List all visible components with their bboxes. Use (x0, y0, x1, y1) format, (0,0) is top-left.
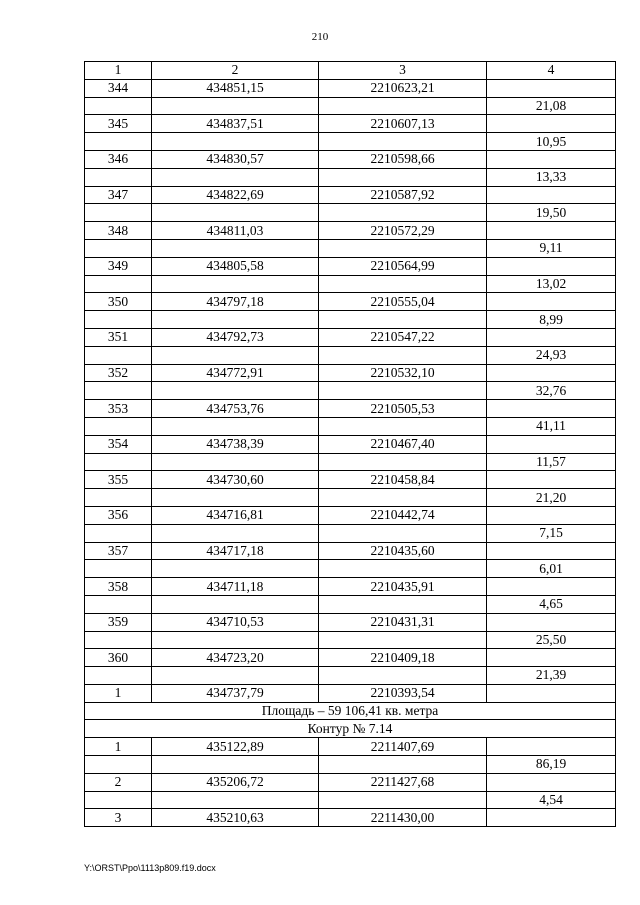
x-coordinate: 434717,18 (152, 542, 319, 560)
distance-row (85, 133, 616, 151)
table-header (85, 62, 616, 80)
y-coordinate-empty (319, 791, 487, 809)
page-number: 210 (311, 31, 329, 43)
y-coordinate-empty (319, 311, 487, 329)
distance-row (85, 631, 616, 649)
x-coordinate: 435206,72 (152, 773, 319, 791)
y-coordinate: 2210435,91 (319, 578, 487, 596)
segment-distance: 8,99 (487, 311, 616, 329)
segment-distance: 21,20 (487, 489, 616, 507)
segment-distance: 7,15 (487, 524, 616, 542)
point-number: 353 (85, 400, 152, 418)
x-coordinate-empty (152, 382, 319, 400)
point-row (85, 364, 616, 382)
point-row (85, 400, 616, 418)
y-coordinate: 2211407,69 (319, 738, 487, 756)
y-coordinate: 2210442,74 (319, 506, 487, 524)
point-number: 360 (85, 649, 152, 667)
point-row (85, 738, 616, 756)
segment-distance: 25,50 (487, 631, 616, 649)
header-col-1: 1 (85, 62, 152, 80)
segment-distance: 4,65 (487, 595, 616, 613)
y-coordinate: 2210607,13 (319, 115, 487, 133)
distance-row (85, 168, 616, 186)
y-coordinate-empty (319, 631, 487, 649)
point-row (85, 684, 616, 702)
point-row (85, 613, 616, 631)
point-number-empty (85, 524, 152, 542)
distance-row (85, 756, 616, 774)
distance-row (85, 97, 616, 115)
x-coordinate: 434730,60 (152, 471, 319, 489)
x-coordinate-empty (152, 756, 319, 774)
point-number-empty (85, 417, 152, 435)
y-coordinate-empty (319, 382, 487, 400)
point-row (85, 435, 616, 453)
distance-cell-empty (487, 613, 616, 631)
x-coordinate-empty (152, 346, 319, 364)
x-coordinate-empty (152, 489, 319, 507)
distance-cell-empty (487, 684, 616, 702)
x-coordinate-empty (152, 311, 319, 329)
point-number: 1 (85, 684, 152, 702)
x-coordinate-empty (152, 417, 319, 435)
point-number-empty (85, 382, 152, 400)
y-coordinate-empty (319, 489, 487, 507)
distance-cell-empty (487, 79, 616, 97)
distance-row (85, 311, 616, 329)
point-number-empty (85, 275, 152, 293)
y-coordinate: 2210555,04 (319, 293, 487, 311)
point-row (85, 150, 616, 168)
x-coordinate-empty (152, 631, 319, 649)
point-number: 345 (85, 115, 152, 133)
point-row (85, 79, 616, 97)
point-number: 3 (85, 809, 152, 827)
y-coordinate: 2210564,99 (319, 257, 487, 275)
y-coordinate: 2210547,22 (319, 328, 487, 346)
segment-distance: 21,08 (487, 97, 616, 115)
x-coordinate: 434811,03 (152, 222, 319, 240)
point-row (85, 186, 616, 204)
segment-distance: 86,19 (487, 756, 616, 774)
point-number: 355 (85, 471, 152, 489)
x-coordinate: 434710,53 (152, 613, 319, 631)
y-coordinate: 2211427,68 (319, 773, 487, 791)
y-coordinate-empty (319, 346, 487, 364)
point-number-empty (85, 489, 152, 507)
y-coordinate: 2210505,53 (319, 400, 487, 418)
y-coordinate: 2210623,21 (319, 79, 487, 97)
x-coordinate: 434738,39 (152, 435, 319, 453)
distance-row (85, 667, 616, 685)
point-row (85, 506, 616, 524)
point-number: 354 (85, 435, 152, 453)
distance-cell-empty (487, 400, 616, 418)
segment-distance: 41,11 (487, 417, 616, 435)
segment-distance: 13,02 (487, 275, 616, 293)
y-coordinate: 2210458,84 (319, 471, 487, 489)
section-row (85, 702, 616, 720)
point-number: 351 (85, 328, 152, 346)
y-coordinate-empty (319, 417, 487, 435)
x-coordinate: 434711,18 (152, 578, 319, 596)
point-row (85, 257, 616, 275)
segment-distance: 4,54 (487, 791, 616, 809)
point-number-empty (85, 311, 152, 329)
x-coordinate-empty (152, 595, 319, 613)
segment-distance: 19,50 (487, 204, 616, 222)
point-row (85, 542, 616, 560)
distance-row (85, 791, 616, 809)
point-number: 347 (85, 186, 152, 204)
point-number-empty (85, 133, 152, 151)
header-row (85, 62, 616, 80)
x-coordinate-empty (152, 239, 319, 257)
x-coordinate-empty (152, 133, 319, 151)
distance-cell-empty (487, 506, 616, 524)
point-row (85, 578, 616, 596)
x-coordinate: 434830,57 (152, 150, 319, 168)
y-coordinate: 2210435,60 (319, 542, 487, 560)
section-row (85, 720, 616, 738)
point-row (85, 328, 616, 346)
distance-cell-empty (487, 150, 616, 168)
y-coordinate: 2210598,66 (319, 150, 487, 168)
distance-cell-empty (487, 222, 616, 240)
coordinates-table (84, 61, 616, 827)
point-number: 359 (85, 613, 152, 631)
x-coordinate: 434851,15 (152, 79, 319, 97)
segment-distance: 13,33 (487, 168, 616, 186)
distance-row (85, 204, 616, 222)
point-number-empty (85, 756, 152, 774)
x-coordinate-empty (152, 524, 319, 542)
y-coordinate-empty (319, 667, 487, 685)
segment-distance: 11,57 (487, 453, 616, 471)
header-col-4: 4 (487, 62, 616, 80)
x-coordinate: 435122,89 (152, 738, 319, 756)
distance-row (85, 275, 616, 293)
point-number: 350 (85, 293, 152, 311)
x-coordinate-empty (152, 560, 319, 578)
x-coordinate: 435210,63 (152, 809, 319, 827)
segment-distance: 9,11 (487, 239, 616, 257)
distance-cell-empty (487, 471, 616, 489)
distance-row (85, 382, 616, 400)
point-number: 344 (85, 79, 152, 97)
point-row (85, 649, 616, 667)
x-coordinate-empty (152, 453, 319, 471)
x-coordinate-empty (152, 667, 319, 685)
x-coordinate-empty (152, 204, 319, 222)
x-coordinate: 434805,58 (152, 257, 319, 275)
point-number: 352 (85, 364, 152, 382)
x-coordinate-empty (152, 791, 319, 809)
distance-row (85, 453, 616, 471)
point-row (85, 809, 616, 827)
distance-cell-empty (487, 186, 616, 204)
point-number: 2 (85, 773, 152, 791)
distance-cell-empty (487, 293, 616, 311)
point-number: 348 (85, 222, 152, 240)
section-label: Площадь – 59 106,41 кв. метра (85, 702, 616, 720)
point-number: 1 (85, 738, 152, 756)
distance-row (85, 417, 616, 435)
distance-row (85, 346, 616, 364)
y-coordinate-empty (319, 204, 487, 222)
distance-cell-empty (487, 328, 616, 346)
distance-row (85, 524, 616, 542)
segment-distance: 21,39 (487, 667, 616, 685)
y-coordinate: 2210409,18 (319, 649, 487, 667)
x-coordinate-empty (152, 97, 319, 115)
distance-cell-empty (487, 257, 616, 275)
distance-cell-empty (487, 364, 616, 382)
x-coordinate: 434737,79 (152, 684, 319, 702)
distance-cell-empty (487, 578, 616, 596)
y-coordinate: 2210587,92 (319, 186, 487, 204)
y-coordinate-empty (319, 168, 487, 186)
point-row (85, 222, 616, 240)
y-coordinate: 2210431,31 (319, 613, 487, 631)
header-col-3: 3 (319, 62, 487, 80)
distance-cell-empty (487, 809, 616, 827)
point-number-empty (85, 667, 152, 685)
point-number-empty (85, 453, 152, 471)
y-coordinate-empty (319, 239, 487, 257)
segment-distance: 32,76 (487, 382, 616, 400)
y-coordinate-empty (319, 756, 487, 774)
point-number-empty (85, 631, 152, 649)
distance-row (85, 560, 616, 578)
y-coordinate-empty (319, 133, 487, 151)
distance-row (85, 595, 616, 613)
y-coordinate-empty (319, 560, 487, 578)
x-coordinate: 434753,76 (152, 400, 319, 418)
file-path-footer: Y:\ORST\Ppo\1113p809.f19.docx (84, 863, 216, 873)
x-coordinate: 434837,51 (152, 115, 319, 133)
x-coordinate: 434822,69 (152, 186, 319, 204)
table-body (85, 79, 616, 826)
x-coordinate: 434772,91 (152, 364, 319, 382)
point-number-empty (85, 168, 152, 186)
y-coordinate-empty (319, 524, 487, 542)
point-number-empty (85, 791, 152, 809)
distance-row (85, 239, 616, 257)
segment-distance: 6,01 (487, 560, 616, 578)
distance-row (85, 489, 616, 507)
y-coordinate: 2210572,29 (319, 222, 487, 240)
point-number: 356 (85, 506, 152, 524)
point-number-empty (85, 560, 152, 578)
section-label: Контур № 7.14 (85, 720, 616, 738)
point-row (85, 115, 616, 133)
distance-cell-empty (487, 738, 616, 756)
point-number-empty (85, 97, 152, 115)
point-row (85, 773, 616, 791)
x-coordinate: 434716,81 (152, 506, 319, 524)
distance-cell-empty (487, 773, 616, 791)
distance-cell-empty (487, 115, 616, 133)
point-number-empty (85, 239, 152, 257)
point-number: 346 (85, 150, 152, 168)
y-coordinate-empty (319, 453, 487, 471)
x-coordinate-empty (152, 275, 319, 293)
y-coordinate-empty (319, 595, 487, 613)
y-coordinate: 2210393,54 (319, 684, 487, 702)
y-coordinate: 2210467,40 (319, 435, 487, 453)
point-row (85, 471, 616, 489)
point-number: 358 (85, 578, 152, 596)
point-row (85, 293, 616, 311)
segment-distance: 24,93 (487, 346, 616, 364)
x-coordinate: 434797,18 (152, 293, 319, 311)
y-coordinate: 2210532,10 (319, 364, 487, 382)
x-coordinate-empty (152, 168, 319, 186)
segment-distance: 10,95 (487, 133, 616, 151)
x-coordinate: 434723,20 (152, 649, 319, 667)
distance-cell-empty (487, 435, 616, 453)
y-coordinate-empty (319, 275, 487, 293)
y-coordinate-empty (319, 97, 487, 115)
y-coordinate: 2211430,00 (319, 809, 487, 827)
point-number-empty (85, 346, 152, 364)
point-number-empty (85, 204, 152, 222)
x-coordinate: 434792,73 (152, 328, 319, 346)
point-number: 357 (85, 542, 152, 560)
header-col-2: 2 (152, 62, 319, 80)
point-number-empty (85, 595, 152, 613)
distance-cell-empty (487, 649, 616, 667)
distance-cell-empty (487, 542, 616, 560)
point-number: 349 (85, 257, 152, 275)
